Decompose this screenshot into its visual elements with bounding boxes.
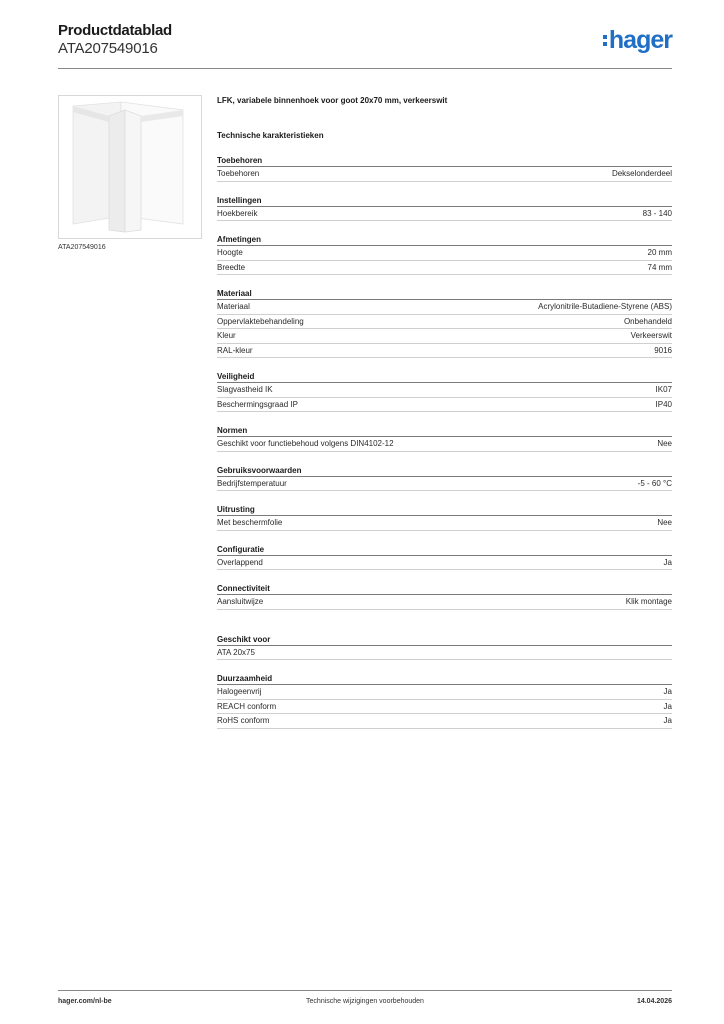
spec-row xyxy=(217,383,672,398)
spec-section xyxy=(217,156,672,182)
spec-row xyxy=(217,167,672,182)
spec-section xyxy=(217,635,672,661)
spec-content xyxy=(217,96,672,729)
spec-row xyxy=(217,300,672,315)
spec-row xyxy=(217,700,672,715)
spec-value: Nee xyxy=(657,439,672,448)
corner-piece-illustration xyxy=(59,96,201,238)
spec-value: 20 mm xyxy=(647,248,672,257)
spec-label: Slagvastheid IK xyxy=(217,385,273,394)
spec-section xyxy=(217,196,672,222)
spec-value: Acrylonitrile-Butadiene-Styrene (ABS) xyxy=(538,302,672,311)
spec-value: IP40 xyxy=(655,399,672,409)
image-caption: ATA207549016 xyxy=(58,244,106,251)
section-title: Geschikt voor xyxy=(217,635,672,646)
spec-label: REACH conform xyxy=(217,701,277,711)
spec-label: Met beschermfolie xyxy=(217,518,283,527)
header-divider xyxy=(58,68,672,69)
spec-value: Ja xyxy=(663,557,672,567)
spec-row xyxy=(217,246,672,261)
spec-row xyxy=(217,516,672,531)
spec-row xyxy=(217,556,672,571)
spec-section xyxy=(217,466,672,492)
spec-label: RAL-kleur xyxy=(217,345,253,355)
spec-row xyxy=(217,685,672,700)
spec-row xyxy=(217,646,672,661)
spec-value: Dekselonderdeel xyxy=(611,169,672,178)
spec-label: ATA 20x75 xyxy=(217,647,255,657)
section-title: Gebruiksvoorwaarden xyxy=(217,466,672,477)
product-image xyxy=(58,95,202,239)
spec-value: Klik montage xyxy=(625,597,672,606)
spec-value: Verkeerswit xyxy=(630,331,672,340)
spec-label: Kleur xyxy=(217,331,236,340)
spec-section xyxy=(217,289,672,358)
spec-value: IK07 xyxy=(655,385,672,394)
section-title: Afmetingen xyxy=(217,235,672,246)
spec-sections xyxy=(217,156,672,729)
spec-row xyxy=(217,329,672,344)
spec-value: 83 - 140 xyxy=(642,208,672,218)
product-description: LFK, variabele binnenhoek voor goot 20x70 mm, verkeerswit xyxy=(217,96,448,105)
spec-row xyxy=(217,477,672,492)
spec-section xyxy=(217,505,672,531)
spec-label: Breedte xyxy=(217,262,246,272)
spec-label: Geschikt voor functiebehoud volgens DIN4102-12 xyxy=(217,439,394,448)
spec-row xyxy=(217,398,672,413)
section-title: Toebehoren xyxy=(217,156,672,167)
spec-row xyxy=(217,595,672,610)
spec-label: Hoekbereik xyxy=(217,208,258,218)
spec-section xyxy=(217,545,672,571)
spec-label: Oppervlaktebehandeling xyxy=(217,316,304,326)
spec-value: Ja xyxy=(663,701,672,711)
spec-label: Hoogte xyxy=(217,248,243,257)
spec-value: Onbehandeld xyxy=(623,316,672,326)
footer-date: 14.04.2026 xyxy=(636,998,672,1005)
section-title: Configuratie xyxy=(217,545,672,556)
spec-row xyxy=(217,344,672,359)
section-title: Connectiviteit xyxy=(217,584,672,595)
section-title: Uitrusting xyxy=(217,505,672,516)
spec-row xyxy=(217,315,672,330)
spec-label: Aansluitwijze xyxy=(217,597,264,606)
spec-value: -5 - 60 °C xyxy=(637,478,672,488)
logo-dots-icon xyxy=(603,35,607,46)
spec-value: Ja xyxy=(663,687,672,696)
spec-section xyxy=(217,372,672,412)
spec-section xyxy=(217,674,672,729)
spec-row xyxy=(217,261,672,276)
spec-value: 9016 xyxy=(654,345,672,355)
spec-label: RoHS conform xyxy=(217,716,270,725)
spec-label: Bedrijfstemperatuur xyxy=(217,478,287,488)
spec-label: Materiaal xyxy=(217,302,250,311)
spec-label: Beschermingsgraad IP xyxy=(217,399,298,409)
footer-divider xyxy=(58,990,672,991)
spec-label: Halogeenvrij xyxy=(217,687,262,696)
section-title: Instellingen xyxy=(217,196,672,207)
logo-text: hager xyxy=(608,26,672,54)
spec-value: Nee xyxy=(657,518,672,527)
document-title: Productdatablad xyxy=(58,22,172,39)
page-header xyxy=(58,22,672,68)
hager-logo xyxy=(603,28,672,52)
section-title: Normen xyxy=(217,426,672,437)
spec-label: Overlappend xyxy=(217,557,263,567)
spec-value: Ja xyxy=(663,716,672,725)
spec-label: Toebehoren xyxy=(217,169,260,178)
section-title: Materiaal xyxy=(217,289,672,300)
section-title: Duurzaamheid xyxy=(217,674,672,685)
spec-section xyxy=(217,426,672,452)
product-code: ATA207549016 xyxy=(58,40,158,57)
footer-website: hager.com/nl-be xyxy=(58,998,112,1005)
tech-heading: Technische karakteristieken xyxy=(217,131,324,140)
spec-section xyxy=(217,235,672,275)
spec-section xyxy=(217,584,672,610)
spec-row xyxy=(217,714,672,729)
spec-row xyxy=(217,437,672,452)
spec-value: 74 mm xyxy=(647,262,672,272)
footer-notice: Technische wijzigingen voorbehouden xyxy=(306,998,424,1005)
spec-row xyxy=(217,207,672,222)
section-title: Veiligheid xyxy=(217,372,672,383)
